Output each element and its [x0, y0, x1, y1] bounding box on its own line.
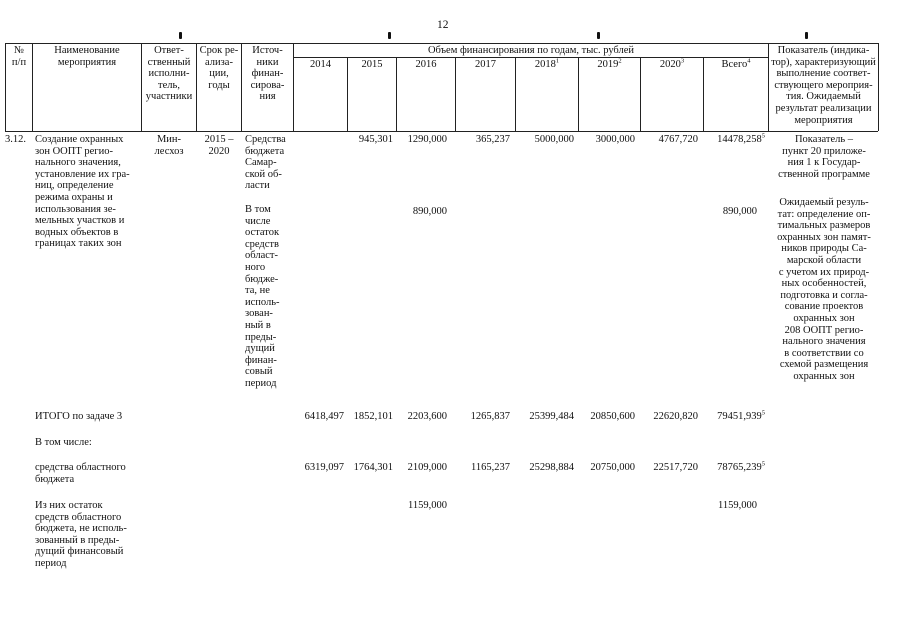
- remainder-label: Из них остаток средств областного бюджета, не исполь- зованный в преды- дущий финансовый период: [35, 500, 127, 569]
- year-header: 2019$^2$: [597, 57, 622, 70]
- value-2019: 3000,000: [595, 134, 635, 145]
- value-2015: 945,301: [358, 134, 393, 145]
- year-header: Всего$^4$: [721, 57, 751, 70]
- funding-source: Средства бюджета Самар- ской об- ласти: [245, 134, 286, 192]
- page-number: 12: [437, 19, 449, 31]
- year-header: 2018$^1$: [534, 57, 560, 70]
- value-2016: 1290,000: [407, 134, 447, 145]
- value-total: 890,000: [722, 206, 757, 217]
- year-header: 2017: [475, 59, 496, 70]
- header-name: Наименование мероприятия: [54, 45, 120, 68]
- value-2014: 6418,497: [304, 411, 344, 422]
- value-2016: 2203,600: [407, 411, 447, 422]
- indicator: Показатель – пункт 20 приложе- ния 1 к Государ- ственной программе: [778, 134, 870, 180]
- value-2019: 20850,600: [590, 411, 635, 422]
- value-2017: 1265,837: [470, 411, 510, 422]
- margin-mark: [805, 32, 808, 39]
- year-header: 2015: [361, 59, 383, 70]
- value-2016: 2109,000: [407, 462, 447, 473]
- header-num: № п/п: [11, 45, 27, 68]
- header-responsible: Ответ- ственный исполни- тель, участники: [145, 45, 193, 103]
- value-2018: 25399,484: [529, 411, 574, 422]
- value-2020: 22620,820: [653, 411, 698, 422]
- funding-source-remainder: В том числе остаток средств област- ного бюдже- та, не исполь- зован- ный в преды- дущий финан- совый период: [245, 204, 280, 389]
- header-funding: Объем финансирования по годам, тыс. рублей: [427, 45, 635, 56]
- value-total: 14478,258$^5$: [717, 132, 765, 145]
- responsible: Мин- лесхоз: [154, 134, 184, 157]
- expected-result: Ожидаемый резуль- тат: определение оп- тимальных размеров охранных зон памят- ников природы Са- марской области с учетом их природ- ных особенностей, подготовка и согла- сование проектов охранных зон 208 ООПТ регио- нального значения в соответствии со схемой размещения охранных зон: [777, 197, 871, 382]
- value-total: 78765,239$^5$: [717, 460, 765, 473]
- regional-budget-label: средства областного бюджета: [35, 462, 126, 485]
- year-header: 2020$^3$: [659, 57, 685, 70]
- value-total: 79451,939$^5$: [717, 409, 765, 422]
- year-header: 2014: [310, 59, 331, 70]
- value-2019: 20750,000: [590, 462, 635, 473]
- including-label: В том числе:: [35, 437, 92, 448]
- measure-name: Создание охранных зон ООПТ регио- нального значения, установление их гра- ниц, определение режима охраны и использования зе- мельных участков и водных объектов в границах таких зон: [35, 134, 130, 250]
- row-number: 3.12.: [5, 134, 26, 145]
- year-header: 2016: [415, 59, 437, 70]
- header-indicator: Показатель (индика- тор), характеризующий выполнение соответ- ствующего мероприя- тия. Ожидаемый результат реализации мероприятия: [771, 45, 876, 126]
- value-total: 1159,000: [718, 500, 757, 511]
- margin-mark: [388, 32, 391, 39]
- value-2017: 365,237: [475, 134, 510, 145]
- value-2015: 1852,101: [353, 411, 393, 422]
- value-2014: 6319,097: [304, 462, 344, 473]
- header-term: Срок ре- ализа- ции, годы: [199, 45, 239, 91]
- value-2015: 1764,301: [353, 462, 393, 473]
- value-2017: 1165,237: [471, 462, 510, 473]
- value-2016: 890,000: [412, 206, 447, 217]
- value-2018: 25298,884: [529, 462, 574, 473]
- margin-mark: [597, 32, 600, 39]
- header-source: Источ- ники финан- сирова- ния: [250, 45, 285, 103]
- value-2020: 4767,720: [658, 134, 698, 145]
- value-2020: 22517,720: [653, 462, 698, 473]
- value-2016: 1159,000: [408, 500, 447, 511]
- total-label: ИТОГО по задаче 3: [35, 411, 123, 422]
- implementation-term: 2015 – 2020: [204, 134, 234, 157]
- margin-mark: [179, 32, 182, 39]
- value-2018: 5000,000: [534, 134, 574, 145]
